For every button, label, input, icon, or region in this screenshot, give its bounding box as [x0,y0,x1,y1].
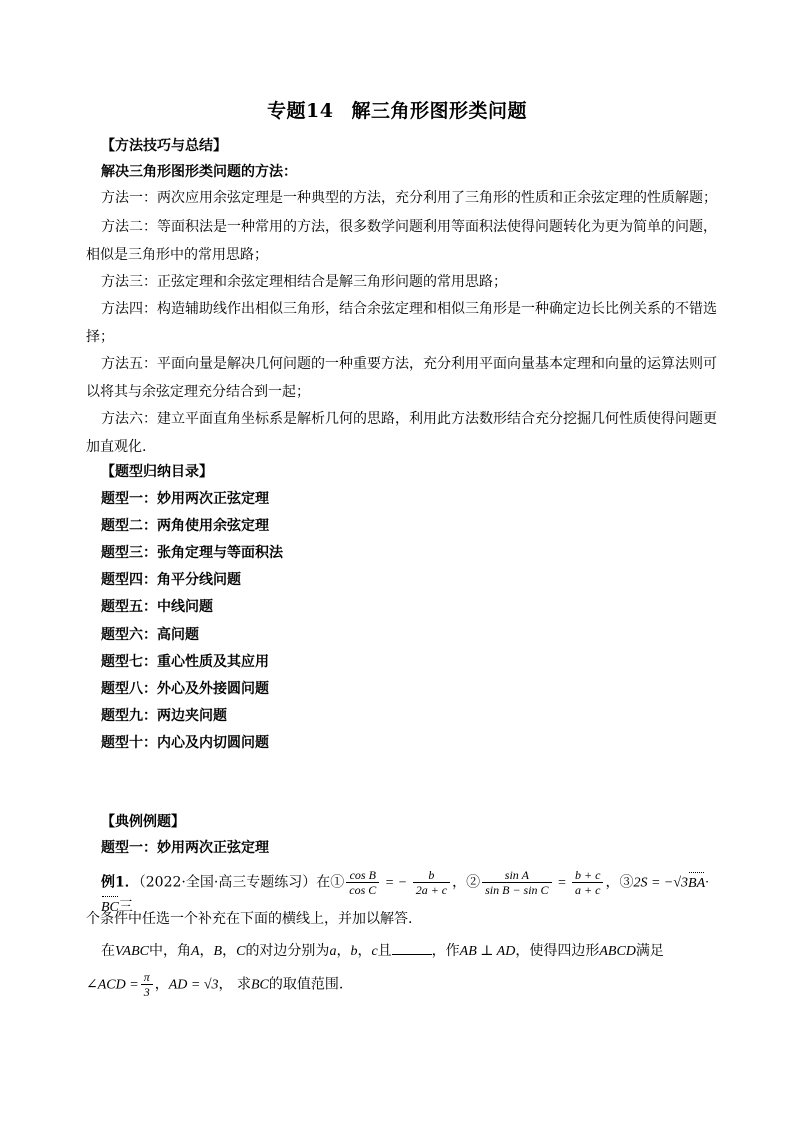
page-title [0,96,794,123]
example-1-line-4: ∠ACD = $\frac{\pi}{3}$ ，AD = √3， 求BC的取值范围. [86,970,344,999]
method-6: 方法六：建立平面直角坐标系是解析几何的思路，利用此方法数形结合充分挖掘几何性质使得问题更加直观化. [86,411,717,455]
fraction: $\frac{\text{cos B}}{\text{cos C}}$ [346,868,379,897]
title-topic: 专题14 [267,100,334,122]
title-name: 解三角形图形类问题 [351,100,527,122]
example-1-line-1: 例1．（2022·全国·高三专题练习）在① $\frac{\text{cos B}}{\text{cos C}}$ = − $\frac{b}{2a + c}$ ，② $\frac{\text{sin A}}{\text{sin B − sin C}}$ = $\frac{b + c}{a + c}$ ，③2S = −√3BA·BC三 [101,868,721,918]
catalog-item: 题型六：高问题 [101,627,199,643]
fraction: $\frac{b + c}{a + c}$ [572,868,603,897]
summary-subheading: 解决三角形图形类问题的方法： [101,164,297,180]
method-4: 方法四：构造辅助线作出相似三角形，结合余弦定理和相似三角形是一种确定边长比例关系的不错选择； [86,301,717,345]
fraction: $\frac{\pi}{3}$ [141,970,153,999]
catalog-item: 题型五：中线问题 [101,599,213,615]
examples-heading: 【典例例题】 [101,814,185,830]
summary-heading: 【方法技巧与总结】 [101,138,227,154]
example-1-line-3: 在VABC中，角A，B，C的对边分别为a，b，c且 ，作AB ⊥ AD，使得四边形ABCD满足 [101,940,664,962]
catalog-heading: 【题型归纳目录】 [101,464,213,480]
fraction: $\frac{\text{sin A}}{\text{sin B − sin C}}$ [482,868,551,897]
catalog-item: 题型一：妙用两次正弦定理 [101,491,269,507]
method-1: 方法一：两次应用余弦定理是一种典型的方法，充分利用了三角形的性质和正余弦定理的性质解题； [101,190,717,206]
catalog-item: 题型七：重心性质及其应用 [101,654,269,670]
catalog-item: 题型九：两边夹问题 [101,708,227,724]
catalog-item: 题型八：外心及外接圆问题 [101,681,269,697]
catalog-item: 题型二：两角使用余弦定理 [101,518,269,534]
method-2: 方法二：等面积法是一种常用的方法，很多数学问题利用等面积法使得问题转化为更为简单的问题，相似是三角形中的常用思路； [86,219,717,263]
example-1-line-2: 个条件中任选一个补充在下面的横线上，并加以解答. [86,911,413,927]
fraction: $\frac{b}{2a + c}$ [413,868,450,897]
catalog-item: 题型三：张角定理与等面积法 [101,545,283,561]
example-type-title: 题型一：妙用两次正弦定理 [101,840,269,856]
method-5: 方法五：平面向量是解决几何问题的一种重要方法，充分利用平面向量基本定理和向量的运算法则可以将其与余弦定理充分结合到一起； [86,356,717,400]
answer-blank [392,940,432,955]
catalog-item: 题型十：内心及内切圆问题 [101,735,269,751]
method-3: 方法三：正弦定理和余弦定理相结合是解三角形问题的常用思路； [101,274,507,290]
catalog-item: 题型四：角平分线问题 [101,572,241,588]
